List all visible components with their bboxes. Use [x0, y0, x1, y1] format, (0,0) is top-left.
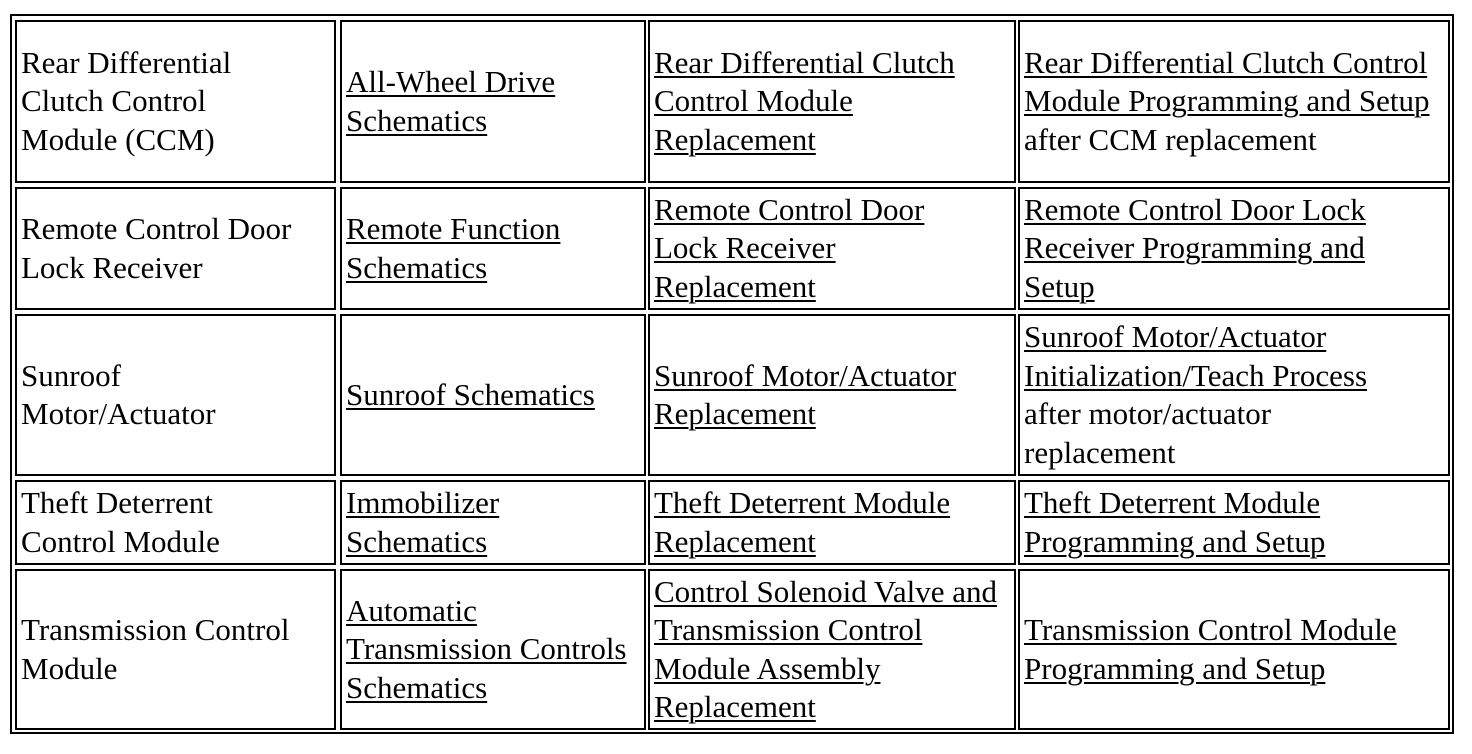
programming-link[interactable]: Rear Differential Clutch Control Module Programming and Setup — [1024, 44, 1430, 119]
table-cell-programming — [1018, 480, 1450, 565]
schematics-link[interactable]: Immobilizer Schematics — [346, 485, 500, 559]
component-label: Rear Differential Clutch Control Module (CCM) — [21, 44, 232, 157]
table-cell-replacement — [648, 314, 1016, 476]
programming-link[interactable]: Sunroof Motor/Actuator Initialization/Teach Process — [1024, 319, 1368, 393]
table-cell-component — [15, 187, 336, 310]
component-label: Remote Control Door Lock Receiver — [21, 211, 292, 285]
component-label: Transmission Control Module — [21, 612, 290, 686]
component-label: Theft Deterrent Control Module — [21, 485, 220, 559]
programming-note: after CCM replacement — [1024, 121, 1317, 157]
programming-link[interactable]: Remote Control Door Lock Receiver Programming and Setup — [1024, 191, 1366, 304]
programming-text — [1024, 484, 1364, 561]
table-cell-component — [15, 314, 336, 476]
table-cell-replacement — [648, 20, 1016, 183]
programming-link[interactable]: Transmission Control Module Programming and Setup — [1024, 612, 1397, 686]
procedures-table — [10, 14, 1454, 734]
table-cell-schematics — [340, 20, 646, 183]
component-label: Sunroof Motor/Actuator — [21, 357, 216, 431]
table-cell-schematics — [340, 187, 646, 310]
table-cell-schematics — [340, 569, 646, 730]
table-cell-schematics — [340, 480, 646, 565]
replacement-link[interactable]: Theft Deterrent Module Replacement — [654, 485, 951, 559]
table-cell-component — [15, 480, 336, 565]
table-cell-replacement — [648, 569, 1016, 730]
replacement-link[interactable]: Rear Differential Clutch Control Module Replacement — [654, 44, 955, 157]
table-cell-schematics — [340, 314, 646, 476]
replacement-link[interactable]: Remote Control Door Lock Receiver Replacement — [654, 191, 925, 304]
table-cell-component — [15, 20, 336, 183]
schematics-link[interactable]: Sunroof Schematics — [346, 376, 595, 412]
table-cell-component — [15, 569, 336, 730]
programming-text — [1024, 191, 1404, 307]
table-cell-programming — [1018, 569, 1450, 730]
schematics-link[interactable]: All-Wheel Drive Schematics — [346, 64, 556, 138]
programming-text — [1024, 611, 1434, 688]
replacement-link[interactable]: Control Solenoid Valve and Transmission Control Module Assembly Replacement — [654, 573, 997, 724]
table-cell-replacement — [648, 480, 1016, 565]
replacement-link[interactable]: Sunroof Motor/Actuator Replacement — [654, 357, 957, 431]
schematics-link[interactable]: Remote Function Schematics — [346, 211, 561, 285]
table-cell-programming — [1018, 20, 1450, 183]
programming-link[interactable]: Theft Deterrent Module Programming and Setup — [1024, 485, 1326, 559]
programming-text — [1024, 318, 1404, 472]
programming-text — [1024, 44, 1439, 160]
table-cell-programming — [1018, 314, 1450, 476]
programming-note: after motor/actuator replacement — [1024, 396, 1272, 470]
table-cell-replacement — [648, 187, 1016, 310]
schematics-link[interactable]: Automatic Transmission Controls Schematics — [346, 592, 627, 705]
table-cell-programming — [1018, 187, 1450, 310]
